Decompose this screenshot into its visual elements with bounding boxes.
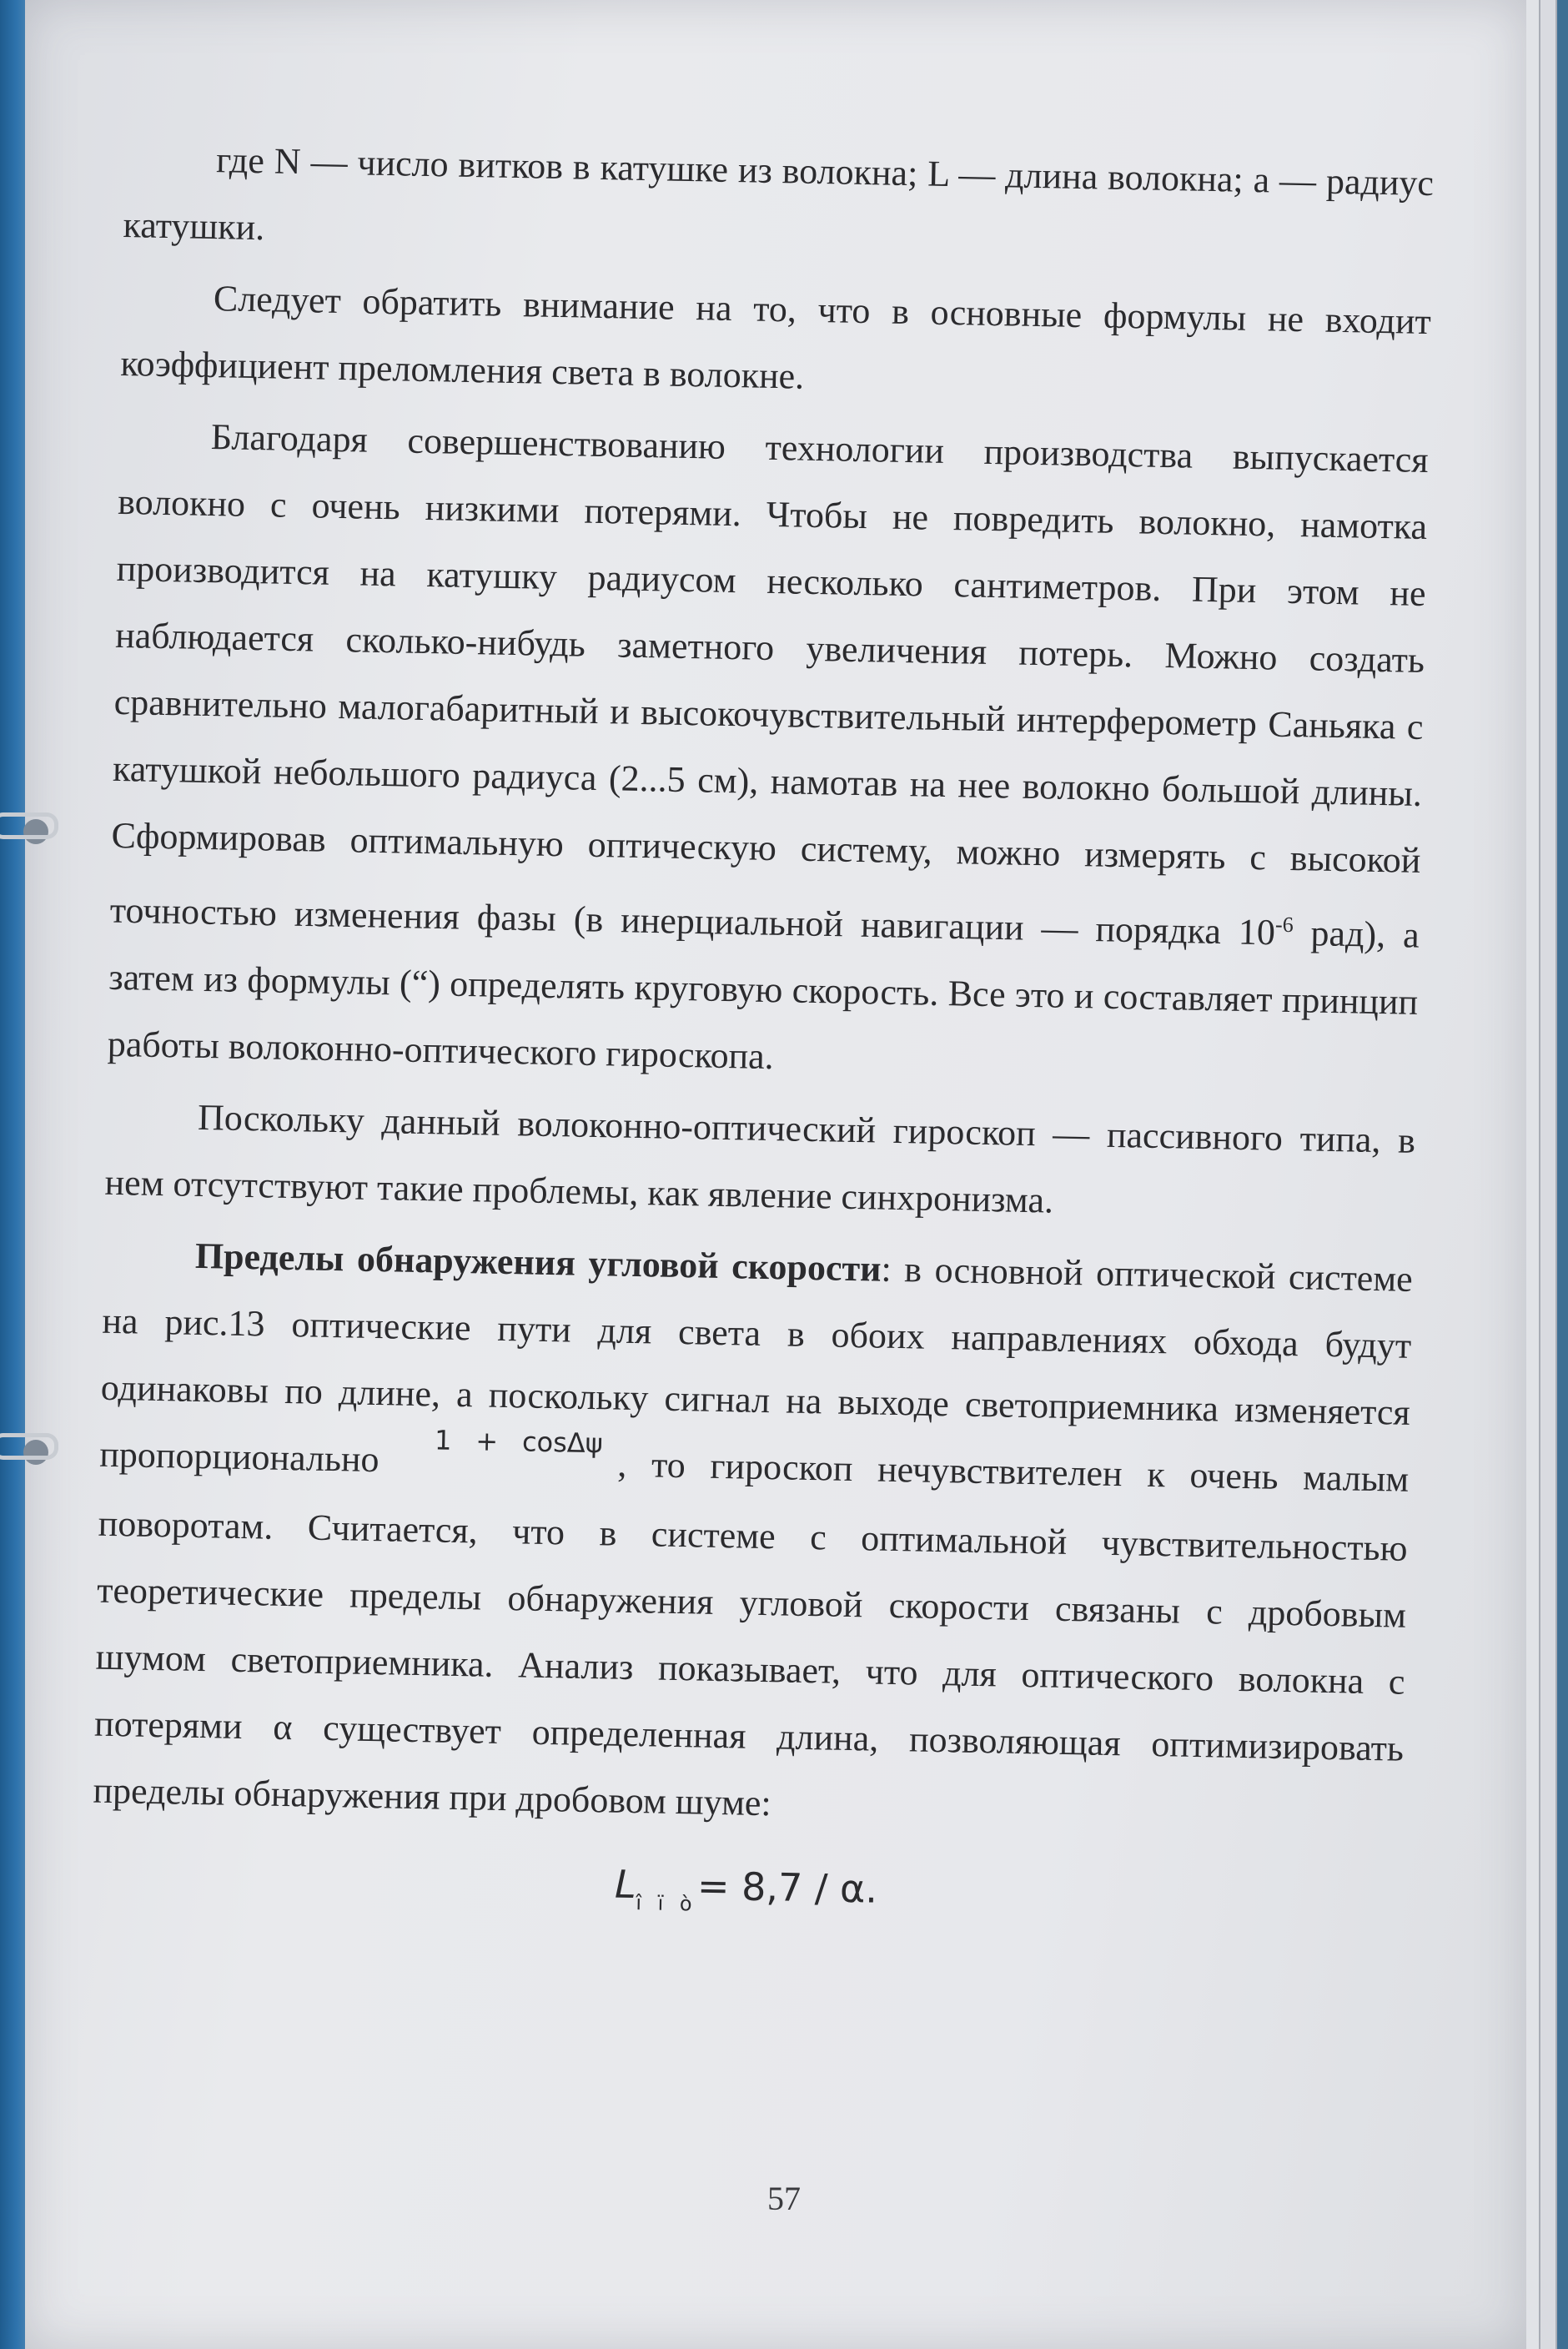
paragraph-refractive-index-note xyxy=(120,264,1432,422)
formula-subscript: î ï ò xyxy=(636,1890,697,1916)
formula-variable: L xyxy=(614,1861,637,1907)
paragraph-definitions-text: где N — число витков в катушке из волокна; L — длина волокна; a — радиус катушки. xyxy=(123,139,1435,249)
paragraph-refractive-index-text: Следует обратить внимание на то, что в основные формулы не входит коэффициент преломления света в волокне. xyxy=(120,278,1432,397)
body-text xyxy=(91,125,1435,1939)
binder-ring-top xyxy=(0,812,58,839)
paragraph-detection-limits-continuation: , то гироскоп нечувствителен к очень малым поворотам. Считается, что в системе с оптимальной чувствительностью теоретические пределы обнаружения угловой скорости связаны с дробовым шумом светоприемника. Анализ показывает, что для оптического волокна с потерями α существует определенная длина, позволяющая оптимизировать пределы обнаружения при дробовом шуме: xyxy=(93,1443,1410,1823)
paragraph-fiber-technology-text: Благодаря совершенствованию технологии производства выпускается волокно с очень низкими потерями. Чтобы не повредить волокно, намотка производится на катушку радиусом несколько сантиметров. При этом не наблюдается сколько-нибудь заметного увеличения потерь. Можно создать сравнительно малогабаритный и высокочувствительный интерферометр Саньяка с катушкой небольшого радиуса (2...5 см), намотав на нее волокно большой длины. Сформировав оптимальную оптическую систему, можно измерять с высокой точностью изменения фазы (в инерциальной навигации — порядка 10 xyxy=(109,416,1430,953)
document-page xyxy=(25,0,1526,2349)
paragraph-fiber-technology xyxy=(107,402,1429,1103)
paragraph-passive-gyroscope xyxy=(104,1082,1416,1240)
binder-ring-bottom xyxy=(0,1433,58,1460)
paragraph-fiber-technology-continuation: рад), а затем из формулы (“) определять круговую скорость. Все это и составляет принцип работы волоконно-оптического гироскопа. xyxy=(107,912,1420,1077)
phase-exponent: -6 xyxy=(1274,912,1294,938)
paragraph-detection-limits xyxy=(93,1220,1414,1849)
paragraph-passive-gyroscope-text: Поскольку данный волоконно-оптический гироскоп — пассивного типа, в нем отсутствуют такие проблемы, как явление синхронизма. xyxy=(104,1096,1416,1221)
formula-right-side: = 8,7 / α. xyxy=(696,1863,878,1912)
section-heading-detection-limits: Пределы обнаружения угловой скорости xyxy=(194,1235,882,1290)
inline-formula-cos: 1 + cosΔψ xyxy=(434,1424,604,1459)
page-number: 57 xyxy=(767,2180,801,2217)
display-formula-optimal-length xyxy=(91,1840,1401,1939)
paragraph-definitions xyxy=(123,125,1435,284)
paragraph-detection-limits-text: : в основной оптической системе на рис.13 оптические пути для света в обоих направлениях обхода будут одинаковы по длине, а поскольку сигнал на выходе светоприемника изменяется пропорционально xyxy=(98,1248,1414,1480)
